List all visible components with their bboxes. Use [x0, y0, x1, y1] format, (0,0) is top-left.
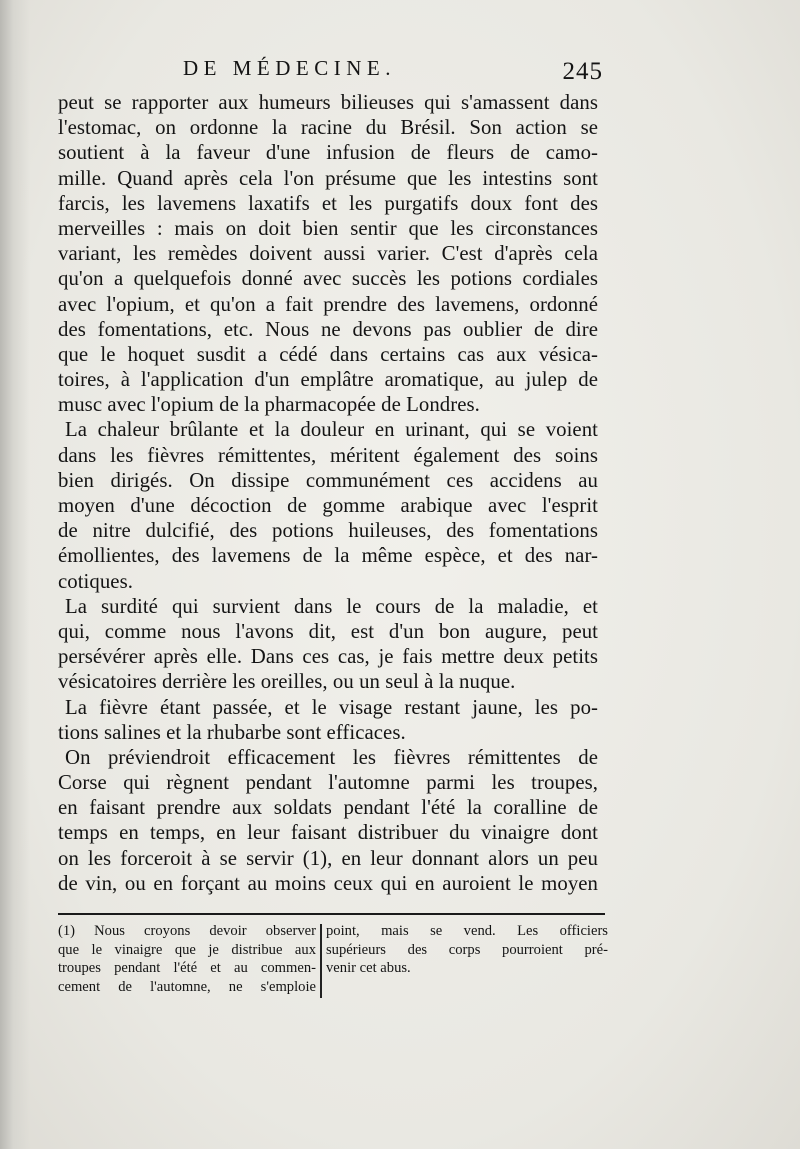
text-line: avec l'opium, et qu'on a fait prendre des lavemens, ordonné [58, 292, 598, 316]
text-line: toires, à l'application d'un emplâtre aromatique, au julep de [58, 368, 598, 392]
footnote-left-column [58, 922, 316, 996]
text-line: La chaleur brûlante et la douleur en urinant, qui se voient [65, 418, 598, 442]
body-text [58, 90, 598, 896]
text-line: musc avec l'opium de la pharmacopée de Londres. [58, 393, 480, 417]
text-line: La surdité qui survient dans le cours de la maladie, et [65, 594, 598, 618]
text-line: qu'on a quelquefois donné avec succès les potions cordiales [58, 267, 598, 291]
footnote-line: cement de l'automne, ne s'emploie [58, 978, 316, 995]
text-line: de vin, ou en forçant au moins ceux qui en auroient le moyen [58, 871, 598, 895]
text-line: Corse qui règnent pendant l'automne parmi les troupes, [58, 771, 598, 795]
footnote-rule [58, 913, 605, 915]
footnote-line: troupes pendant l'été et au commen- [58, 960, 316, 977]
running-title: DE MÉDECINE. [183, 56, 396, 80]
text-line: on les forceroit à se servir (1), en leur donnant alors un peu [58, 846, 598, 870]
text-line: tions salines et la rhubarbe sont efficaces. [58, 720, 406, 744]
text-line: bien dirigés. On dissipe communément ces accidens au [58, 468, 598, 492]
text-line: émollientes, des lavemens de la même espèce, et des nar- [58, 544, 598, 568]
text-line: des fomentations, etc. Nous ne devons pas oublier de dire [58, 317, 598, 341]
footnote-line: point, mais se vend. Les officiers [326, 923, 608, 939]
text-line: farcis, les lavemens laxatifs et les purgatifs doux font des [58, 191, 598, 215]
text-line: On préviendroit efficacement les fièvres rémittentes de [65, 745, 598, 769]
text-line: merveilles : mais on doit bien sentir que les circonstances [58, 216, 598, 240]
footnote-line: que le vinaigre que je distribue aux [58, 941, 316, 958]
page-number: 245 [562, 58, 603, 85]
footnote-right-column [326, 922, 608, 978]
text-line: variant, les remèdes doivent aussi varier. C'est d'après cela [58, 242, 598, 266]
footnote-line: supérieurs des corps pourroient pré- [326, 941, 608, 958]
text-line: temps en temps, en leur faisant distribuer du vinaigre dont [58, 821, 598, 845]
footnote-column-divider [320, 924, 322, 998]
text-line: La fièvre étant passée, et le visage restant jaune, les po- [65, 695, 598, 719]
text-line: peut se rapporter aux humeurs bilieuses qui s'amassent dans [58, 91, 598, 114]
text-line: mille. Quand après cela l'on présume que les intestins sont [58, 166, 598, 190]
text-line: vésicatoires derrière les oreilles, ou un seul à la nuque. [58, 670, 516, 694]
page-header [183, 56, 603, 86]
footnote-line: venir cet abus. [326, 960, 411, 977]
text-line: de nitre dulcifié, des potions huileuses, des fomentations [58, 519, 598, 543]
text-line: que le hoquet susdit a cédé dans certains cas aux vésica- [58, 342, 598, 366]
footnote [58, 922, 608, 1002]
text-line: dans les fièvres rémittentes, méritent également des soins [58, 443, 598, 467]
text-line: moyen d'une décoction de gomme arabique avec l'esprit [58, 494, 598, 517]
text-line: en faisant prendre aux soldats pendant l'été la coralline de [58, 796, 598, 820]
footnote-line: (1) Nous croyons devoir observer [58, 923, 316, 939]
gutter-shadow [0, 0, 30, 1149]
text-line: qui, comme nous l'avons dit, est d'un bon augure, peut [58, 619, 598, 643]
text-line: soutient à la faveur d'une infusion de fleurs de camo- [58, 141, 598, 165]
text-line: cotiques. [58, 569, 133, 593]
text-line: persévérer après elle. Dans ces cas, je fais mettre deux petits [58, 645, 598, 669]
text-line: l'estomac, on ordonne la racine du Brésil. Son action se [58, 116, 598, 140]
